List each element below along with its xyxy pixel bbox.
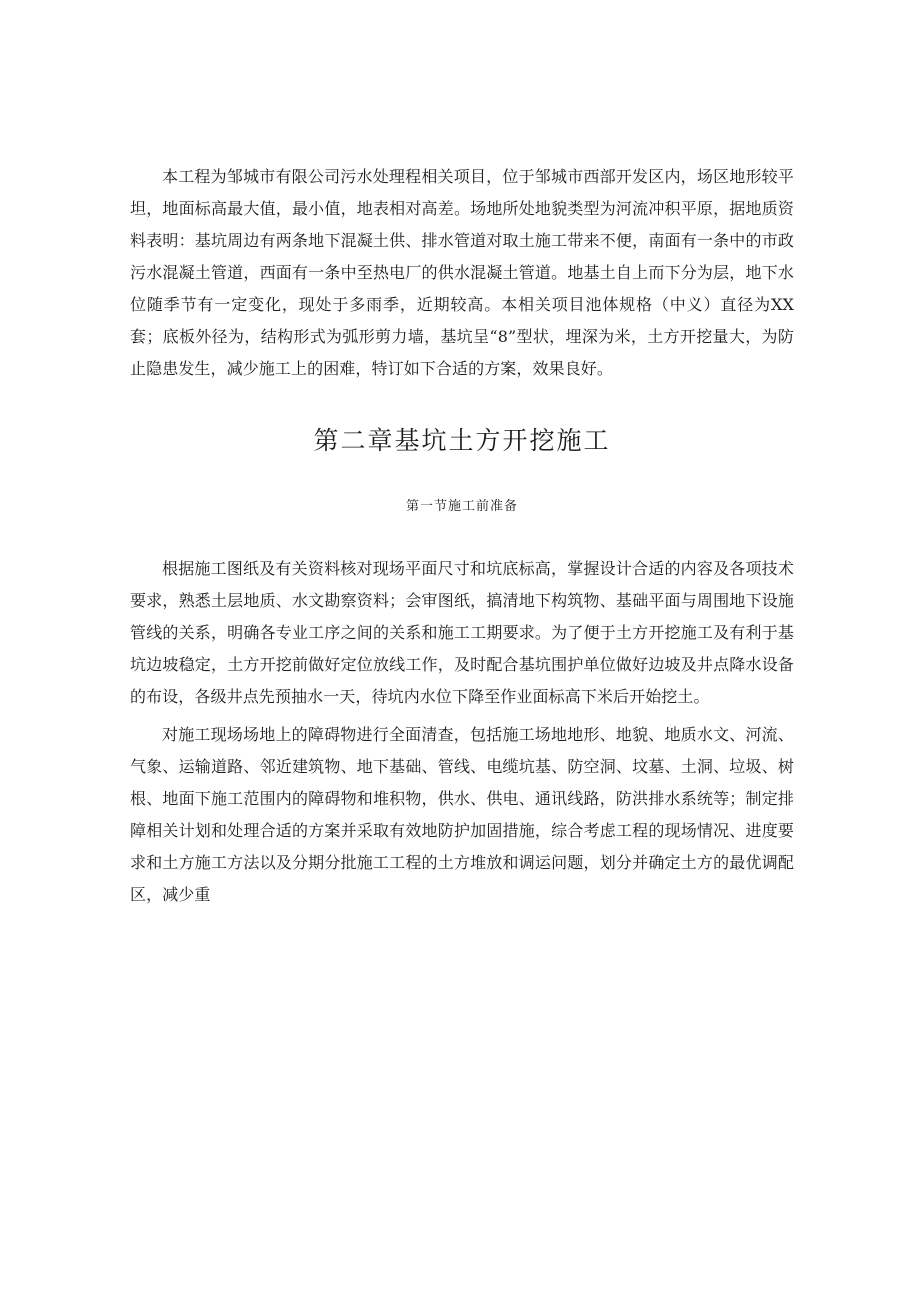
intro-paragraph: 本工程为邹城市有限公司污水处理程相关项目，位于邹城市西部开发区内，场区地形较平坦，地面标高最大值，最小值，地表相对高差。场地所处地貌类型为河流冲积平原，据地质资料表明：基坑周边有两条地下混凝土供、排水管道对取土施工带来不便，南面有一条中的市政污水混凝土管道，西面有一条中至热电厂的供水混凝土管道。地基土自上而下分为层，地下水位随季节有一定变化，现处于多雨季，近期较高。本相关项目池体规格（中义）直径为XX套；底板外径为，结构形式为弧形剪力墙，基坑呈“8”型状，埋深为米，土方开挖量大，为防止隐患发生，减少施工上的困难，特订如下合适的方案，效果良好。 — [130, 167, 794, 378]
document-body — [130, 161, 794, 911]
section-paragraph-1: 根据施工图纸及有关资料核对现场平面尺寸和坑底标高，掌握设计合适的内容及各项技术要求，熟悉土层地质、水文勘察资料；会审图纸，搞清地下构筑物、基础平面与周围地下设施管线的关系，明确各专业工序之间的关系和施工工期要求。为了便于土方开挖施工及有利于基坑边坡稳定，土方开挖前做好定位放线工作，及时配合基坑围护单位做好边坡及井点降水设备的布设，各级井点先预抽水一天，待坑内水位下降至作业面标高下米后开始挖土。 — [130, 559, 794, 706]
section-title: 第一节施工前准备 — [405, 499, 518, 514]
section-paragraph-2: 对施工现场场地上的障碍物进行全面清查，包括施工场地地形、地貌、地质水文、河流、气象、运输道路、邻近建筑物、地下基础、管线、电缆坑基、防空洞、坟墓、土洞、垃圾、树根、地面下施工范围内的障碍物和堆积物，供水、供电、通讯线路，防洪排水系统等；制定排障相关计划和处理合适的方案并采取有效地防护加固措施，综合考虑工程的现场情况、进度要求和土方施工方法以及分期分批施工工程的土方堆放和调运问题，划分并确定土方的最优调配区，减少重 — [130, 725, 794, 904]
chapter-title: 第二章基坑土方开挖施工 — [313, 426, 611, 455]
